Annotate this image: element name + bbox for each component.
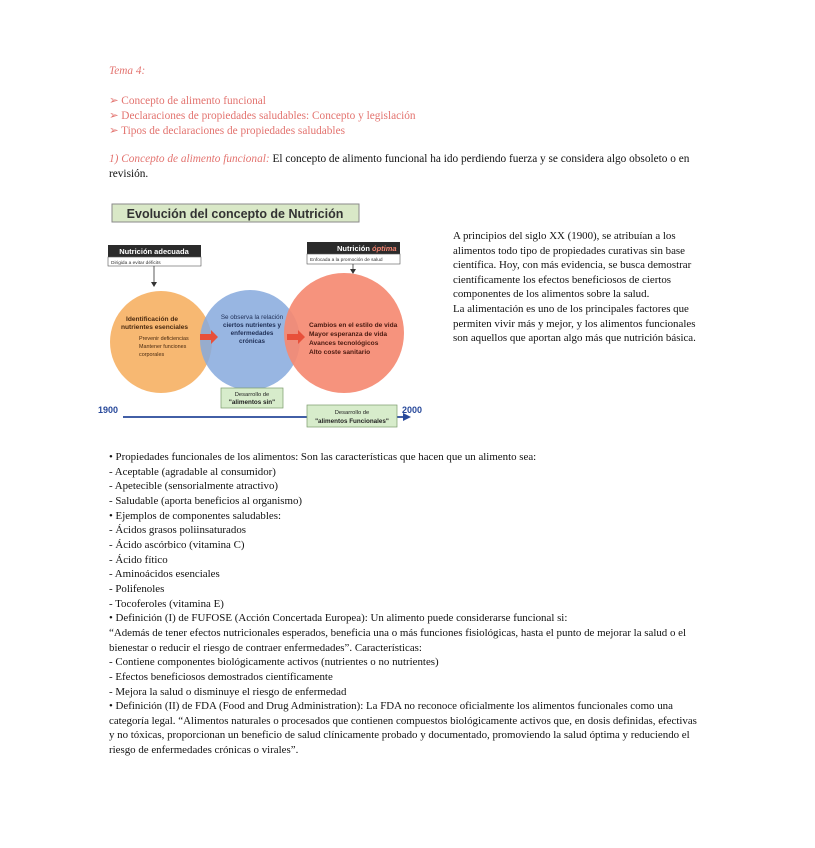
outline-bullet: ➢: [109, 95, 119, 107]
list-item: - Ácido ascórbico (vitamina C): [109, 538, 245, 551]
outline-text: Tipos de declaraciones de propiedades saludables: [121, 125, 345, 137]
section1-paragraph: [109, 152, 709, 181]
right-box-arrowhead: [350, 269, 356, 274]
mid-circle-line3: enfermedades: [230, 330, 274, 337]
outline-item-2: [109, 109, 416, 124]
mid-box-line1: Desarrollo de: [234, 392, 270, 398]
right-bottom-box-line2: "alimentos Funcionales": [315, 418, 389, 425]
circle-adequate-nutrition: [110, 291, 212, 393]
list-item: - Contiene componentes biológicamente activos (nutrientes o no nutrientes): [109, 656, 439, 669]
outline-item-1: [109, 94, 266, 109]
right-circle-line2: Mayor esperanza de vida: [309, 331, 388, 338]
right-box-title: Nutrición óptima: [337, 244, 397, 253]
outline-item-3: [109, 124, 345, 139]
section1-heading: 1) Concepto de alimento funcional:: [109, 153, 270, 165]
left-box-title: Nutrición adecuada: [119, 247, 189, 256]
nutrition-evolution-diagram: [97, 199, 429, 431]
right-bottom-box-line1: Desarrollo de: [334, 410, 370, 416]
side-paragraph-2: La alimentación es uno de los principales factores que permiten vivir más y mejor, y los alimentos funcionales son aquellos que aportan algo más que nutrición básica.: [453, 302, 696, 345]
left-circle-title1: Identificación de: [126, 316, 179, 323]
left-circle-title2: nutrientes esenciales: [121, 324, 189, 331]
left-circle-item3: corporales: [139, 352, 165, 358]
left-box-sub: Dirigida a evitar déficits: [111, 261, 161, 266]
outline-text: Concepto de alimento funcional: [121, 95, 266, 107]
list-item: • Propiedades funcionales de los alimentos: Son las características que hacen que un alimento sea:: [109, 451, 537, 463]
list-item: - Efectos beneficiosos demostrados científicamente: [109, 670, 333, 683]
outline-text: Declaraciones de propiedades saludables: Concepto y legislación: [121, 110, 416, 122]
list-item: - Mejora la salud o disminuye el riesgo de enfermedad: [109, 685, 347, 698]
list-item: - Apetecible (sensorialmente atractivo): [109, 480, 279, 493]
list-item: - Ácido fítico: [109, 553, 168, 566]
section1-intro: El concepto de alimento funcional ha ido perdiendo fuerza y se considera algo obsoleto o en revisión.: [109, 153, 690, 180]
list-item: • Ejemplos de componentes saludables:: [109, 509, 281, 522]
left-circle-item2: Mantener funciones: [139, 344, 187, 350]
list-item: • Definición (I) de FUFOSE (Acción Concertada Europea): Un alimento puede considerarse funcional si:: [109, 612, 568, 625]
list-item: - Aminoácidos esenciales: [109, 568, 220, 581]
outline-bullet: ➢: [109, 110, 119, 122]
left-box-arrowhead: [151, 282, 157, 287]
right-circle-line3: Avances tecnológicos: [309, 340, 379, 347]
side-paragraph-1: A principios del siglo XX (1900), se atribuían a los alimentos todo tipo de propiedades curativas sin base científica. Hoy, con más evidencia, se busca demostrar científicamente los efectos beneficiosos de ciertos componentes de los alimentos sobre la salud.: [453, 230, 692, 301]
mid-box-line2: "alimentos sin": [228, 399, 276, 406]
outline-bullet: ➢: [109, 125, 119, 137]
right-circle-line4: Alto coste sanitario: [309, 349, 371, 356]
mid-circle-line1: Se observa la relación: [220, 314, 284, 321]
left-circle-item1: Prevenir deficiencias: [139, 336, 189, 342]
right-box-sub: Enfocada a la promoción de salud: [310, 258, 383, 263]
timeline-year-start: 1900: [98, 405, 119, 415]
list-item: • Definición (II) de FDA (Food and Drug Administration): La FDA no reconoce oficialmente los alimentos funcionales como una categoría legal. “Alimentos naturales o procesados que contienen compuestos biológicamente activos que, en dosis definidas, efectivas y no tóxicas, proporcionan un beneficio de salud clínicamente probado y documentado, promoviendo la salud óptima y reduciendo el riesgo de enfermedades crónicas o virales”.: [109, 700, 697, 757]
topic-label: Tema 4:: [109, 65, 146, 77]
list-item: - Ácidos grasos poliinsaturados: [109, 524, 247, 537]
list-item: - Aceptable (agradable al consumidor): [109, 465, 276, 478]
list-item: - Saludable (aporta beneficios al organismo): [109, 494, 303, 507]
side-text: [453, 229, 703, 346]
content-list: [109, 450, 699, 758]
list-item: - Polifenoles: [109, 582, 165, 595]
right-circle-line1: Cambios en el estilo de vida: [309, 322, 398, 329]
list-item: - Tocoferoles (vitamina E): [109, 597, 224, 610]
diagram-title: Evolución del concepto de Nutrición: [126, 207, 344, 221]
list-item: “Además de tener efectos nutricionales esperados, beneficia una o más funciones fisiológicas, hasta el punto de mejorar la salud o el bienestar o reducir el riesgo de contraer enfermedades”. Características:: [109, 626, 686, 654]
mid-circle-line2: ciertos nutrientes y: [222, 322, 282, 329]
mid-circle-line4: crónicas: [239, 338, 265, 345]
timeline-year-end: 2000: [402, 405, 423, 415]
